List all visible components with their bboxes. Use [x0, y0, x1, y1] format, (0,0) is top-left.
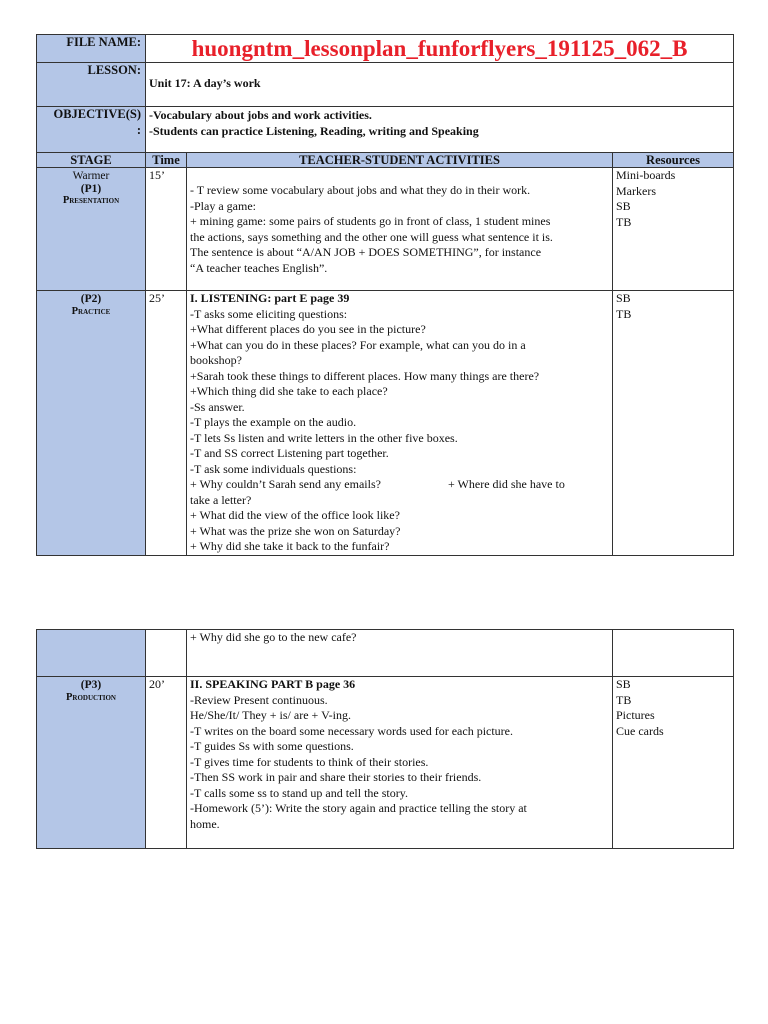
file-name-value: huongntm_lessonplan_funforflyers_191125_062_B	[146, 35, 734, 63]
p2-continued-activities	[187, 630, 613, 677]
resource-item: TB	[616, 214, 632, 229]
lesson-title: Unit 17: A day’s work	[146, 63, 734, 107]
p2-time: 25’	[146, 291, 187, 556]
p3-stage-code: (P3)	[80, 679, 102, 691]
p2-line: +Sarah took these things to different places. How many things are there?	[190, 368, 540, 383]
p1-activities	[187, 168, 613, 291]
p2-continued-row	[37, 630, 734, 677]
resource-item: SB	[616, 199, 631, 213]
p2-continued-resources	[613, 630, 734, 677]
p3-resources	[613, 677, 734, 849]
p3-title: II. SPEAKING PART B page 36	[190, 677, 356, 691]
p3-time: 20’	[146, 677, 187, 849]
p1-stage-name: Presentation	[62, 195, 120, 206]
p3-line: -Then SS work in pair and share their stories to their friends.	[190, 770, 482, 784]
file-name-label: FILE NAME:	[37, 35, 146, 63]
p2-stage-code: (P2)	[80, 293, 102, 305]
p2-continued-time	[146, 630, 187, 677]
p1-line: The sentence is about “A/AN JOB + DOES SOMETHING”, for instance	[190, 245, 542, 259]
resource-item: TB	[616, 692, 632, 707]
p2-title: I. LISTENING: part E page 39	[190, 291, 350, 305]
p2-line: +What can you do in these places? For example, what can you do in a	[190, 337, 526, 352]
p2-line: take a letter?	[190, 492, 252, 507]
objective-label	[37, 107, 146, 153]
p3-stage	[37, 677, 146, 849]
p3-line: He/She/It/ They + is/ are + V-ing.	[190, 708, 351, 722]
p3-line: -Homework (5’): Write the story again and practice telling the story at	[190, 801, 527, 815]
resource-item: Pictures	[616, 708, 655, 722]
lesson-plan-table	[36, 34, 734, 556]
column-header-row	[37, 153, 734, 168]
p1-line: - T review some vocabulary about jobs and what they do in their work.	[190, 183, 531, 197]
objective-label-colon: :	[136, 122, 141, 137]
p1-stage	[37, 168, 146, 291]
p1-time: 15’	[146, 168, 187, 291]
resource-item: Cue cards	[616, 723, 664, 738]
p2-line: + Why did she go to the new cafe?	[190, 630, 357, 644]
p1-resources	[613, 168, 734, 291]
objective-item: -Vocabulary about jobs and work activities.	[149, 108, 372, 122]
objective-label-text: OBJECTIVE(S)	[53, 107, 141, 121]
p2-row	[37, 291, 734, 556]
p2-stage-name: Practice	[71, 305, 111, 317]
p2-line: -T asks some eliciting questions:	[190, 306, 348, 321]
p2-line: -T lets Ss listen and write letters in the other five boxes.	[190, 430, 458, 445]
p1-line: -Play a game:	[190, 198, 256, 213]
p2-line: + What was the prize she won on Saturday?	[190, 523, 401, 538]
p2-line: + Why did she take it back to the funfair?	[190, 539, 390, 553]
column-header-time: Time	[146, 153, 187, 168]
p2-line: bookshop?	[190, 353, 242, 367]
p2-line: -T plays the example on the audio.	[190, 415, 357, 429]
p2-line: -T ask some individuals questions:	[190, 461, 357, 476]
p2-line: -T and SS correct Listening part together.	[190, 446, 389, 460]
p2-question-right: + Where did she have to	[448, 477, 565, 491]
p3-stage-name: Production	[66, 691, 116, 703]
resource-item: Markers	[616, 183, 656, 198]
p1-line: “A teacher teaches English”.	[190, 260, 328, 275]
p3-line: -T guides Ss with some questions.	[190, 739, 354, 753]
p3-line: home.	[190, 816, 220, 831]
p2-stage	[37, 291, 146, 556]
p1-line: + mining game: some pairs of students go in front of class, 1 student mines	[190, 214, 551, 228]
objective-item: -Students can practice Listening, Reading, writing and Speaking	[149, 123, 479, 138]
p2-question-pair	[190, 477, 609, 493]
column-header-stage: STAGE	[37, 153, 146, 168]
p3-activities	[187, 677, 613, 849]
lesson-row	[37, 63, 734, 107]
p2-activities	[187, 291, 613, 556]
p2-resources	[613, 291, 734, 556]
p1-stage-code: (P1)	[80, 182, 102, 195]
p3-line: -Review Present continuous.	[190, 692, 328, 707]
resource-item: Mini-boards	[616, 168, 676, 182]
p2-line: + What did the view of the office look like?	[190, 508, 400, 522]
p3-line: -T gives time for students to think of their stories.	[190, 754, 429, 769]
objective-row	[37, 107, 734, 153]
column-header-resources: Resources	[613, 153, 734, 168]
column-header-activities: TEACHER-STUDENT ACTIVITIES	[187, 153, 613, 168]
resource-item: SB	[616, 291, 631, 305]
p1-stage-top: Warmer	[72, 170, 110, 182]
lesson-label: LESSON:	[37, 63, 146, 107]
p2-line: -Ss answer.	[190, 399, 245, 414]
resource-item: SB	[616, 677, 631, 691]
file-name-row	[37, 35, 734, 63]
p3-row	[37, 677, 734, 849]
p2-line: +What different places do you see in the picture?	[190, 322, 426, 336]
p1-line: the actions, says something and the other one will guess what sentence it is.	[190, 229, 553, 244]
p2-line: +Which thing did she take to each place?	[190, 384, 388, 398]
p2-continued-stage	[37, 630, 146, 677]
p3-line: -T writes on the board some necessary words used for each picture.	[190, 723, 514, 738]
p3-line: -T calls some ss to stand up and tell the story.	[190, 785, 408, 800]
p1-row	[37, 168, 734, 291]
resource-item: TB	[616, 306, 632, 321]
p2-question-left: + Why couldn’t Sarah send any emails?	[190, 477, 381, 491]
lesson-plan-table-continued	[36, 629, 734, 849]
objectives	[146, 107, 734, 153]
